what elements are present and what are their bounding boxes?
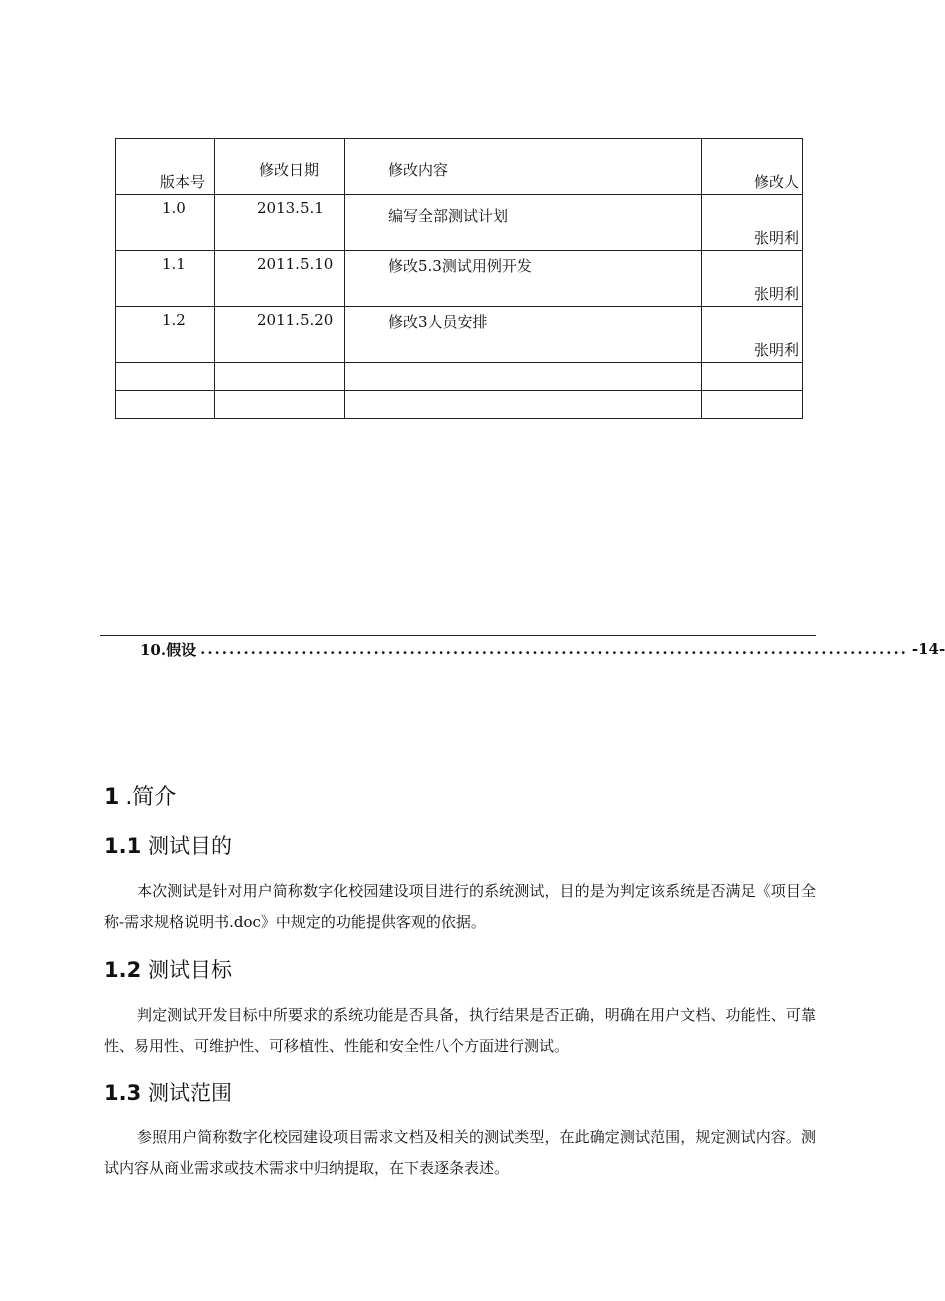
paragraph-scope: 参照用户简称数字化校园建设项目需求文档及相关的测试类型，在此确定测试范围，规定测试内容。测试内容从商业需求或技术需求中归纳提取，在下表逐条表述。 (104, 1128, 816, 1177)
header-version-cell (116, 139, 215, 195)
header-author: 修改人 (753, 173, 799, 191)
table-row (116, 195, 803, 251)
heading-goal (104, 954, 232, 984)
heading-scope-number: 1.3 (104, 1081, 142, 1105)
toc-entry[interactable] (140, 638, 945, 660)
row-date: 2011.5.20 (257, 311, 334, 329)
table-row (116, 251, 803, 307)
paragraph-purpose: 本次测试是针对用户简称数字化校园建设项目进行的系统测试，目的是为判定该系统是否满足《项目全称-需求规格说明书.doc》中规定的功能提供客观的依据。 (104, 882, 816, 931)
heading-goal-number: 1.2 (104, 958, 142, 982)
toc-leader-dots: .................................................................................................. (200, 640, 908, 658)
row-content: 修改3人员安排 (388, 313, 488, 331)
toc-divider (100, 635, 816, 636)
row-version: 1.1 (162, 255, 186, 273)
paragraph-goal: 判定测试开发目标中所要求的系统功能是否具备，执行结果是否正确，明确在用户文档、功能性、可靠性、易用性、可维护性、可移植性、性能和安全性八个方面进行测试。 (104, 1006, 816, 1055)
row-content: 编写全部测试计划 (388, 207, 509, 225)
header-date: 修改日期 (259, 161, 320, 179)
header-date-cell (215, 139, 345, 195)
row-content: 修改5.3测试用例开发 (388, 257, 532, 275)
table-row (116, 307, 803, 363)
revision-table-header (116, 139, 803, 195)
table-row-empty (116, 363, 803, 391)
row-author: 张明利 (753, 341, 799, 359)
revision-table (115, 138, 803, 419)
heading-intro-title: .简介 (125, 785, 177, 810)
heading-scope-title: 测试范围 (148, 1081, 232, 1105)
heading-purpose-number: 1.1 (104, 834, 142, 858)
heading-intro (104, 780, 176, 811)
row-date: 2013.5.1 (257, 199, 324, 217)
row-date: 2011.5.10 (257, 255, 334, 273)
row-author: 张明利 (753, 229, 799, 247)
toc-entry-page: -14- (911, 640, 945, 658)
heading-purpose (104, 830, 232, 860)
toc-entry-label: 10.假设 (140, 640, 197, 659)
header-version: 版本号 (160, 173, 206, 191)
heading-purpose-title: 测试目的 (148, 834, 232, 858)
header-author-cell (702, 139, 803, 195)
heading-intro-number: 1 (104, 785, 120, 810)
header-content-cell (345, 139, 702, 195)
heading-goal-title: 测试目标 (148, 958, 232, 982)
row-version: 1.0 (162, 199, 186, 217)
header-content: 修改内容 (388, 161, 449, 179)
table-row-empty (116, 391, 803, 419)
row-author: 张明利 (753, 285, 799, 303)
row-version: 1.2 (162, 311, 186, 329)
heading-scope (104, 1077, 232, 1107)
